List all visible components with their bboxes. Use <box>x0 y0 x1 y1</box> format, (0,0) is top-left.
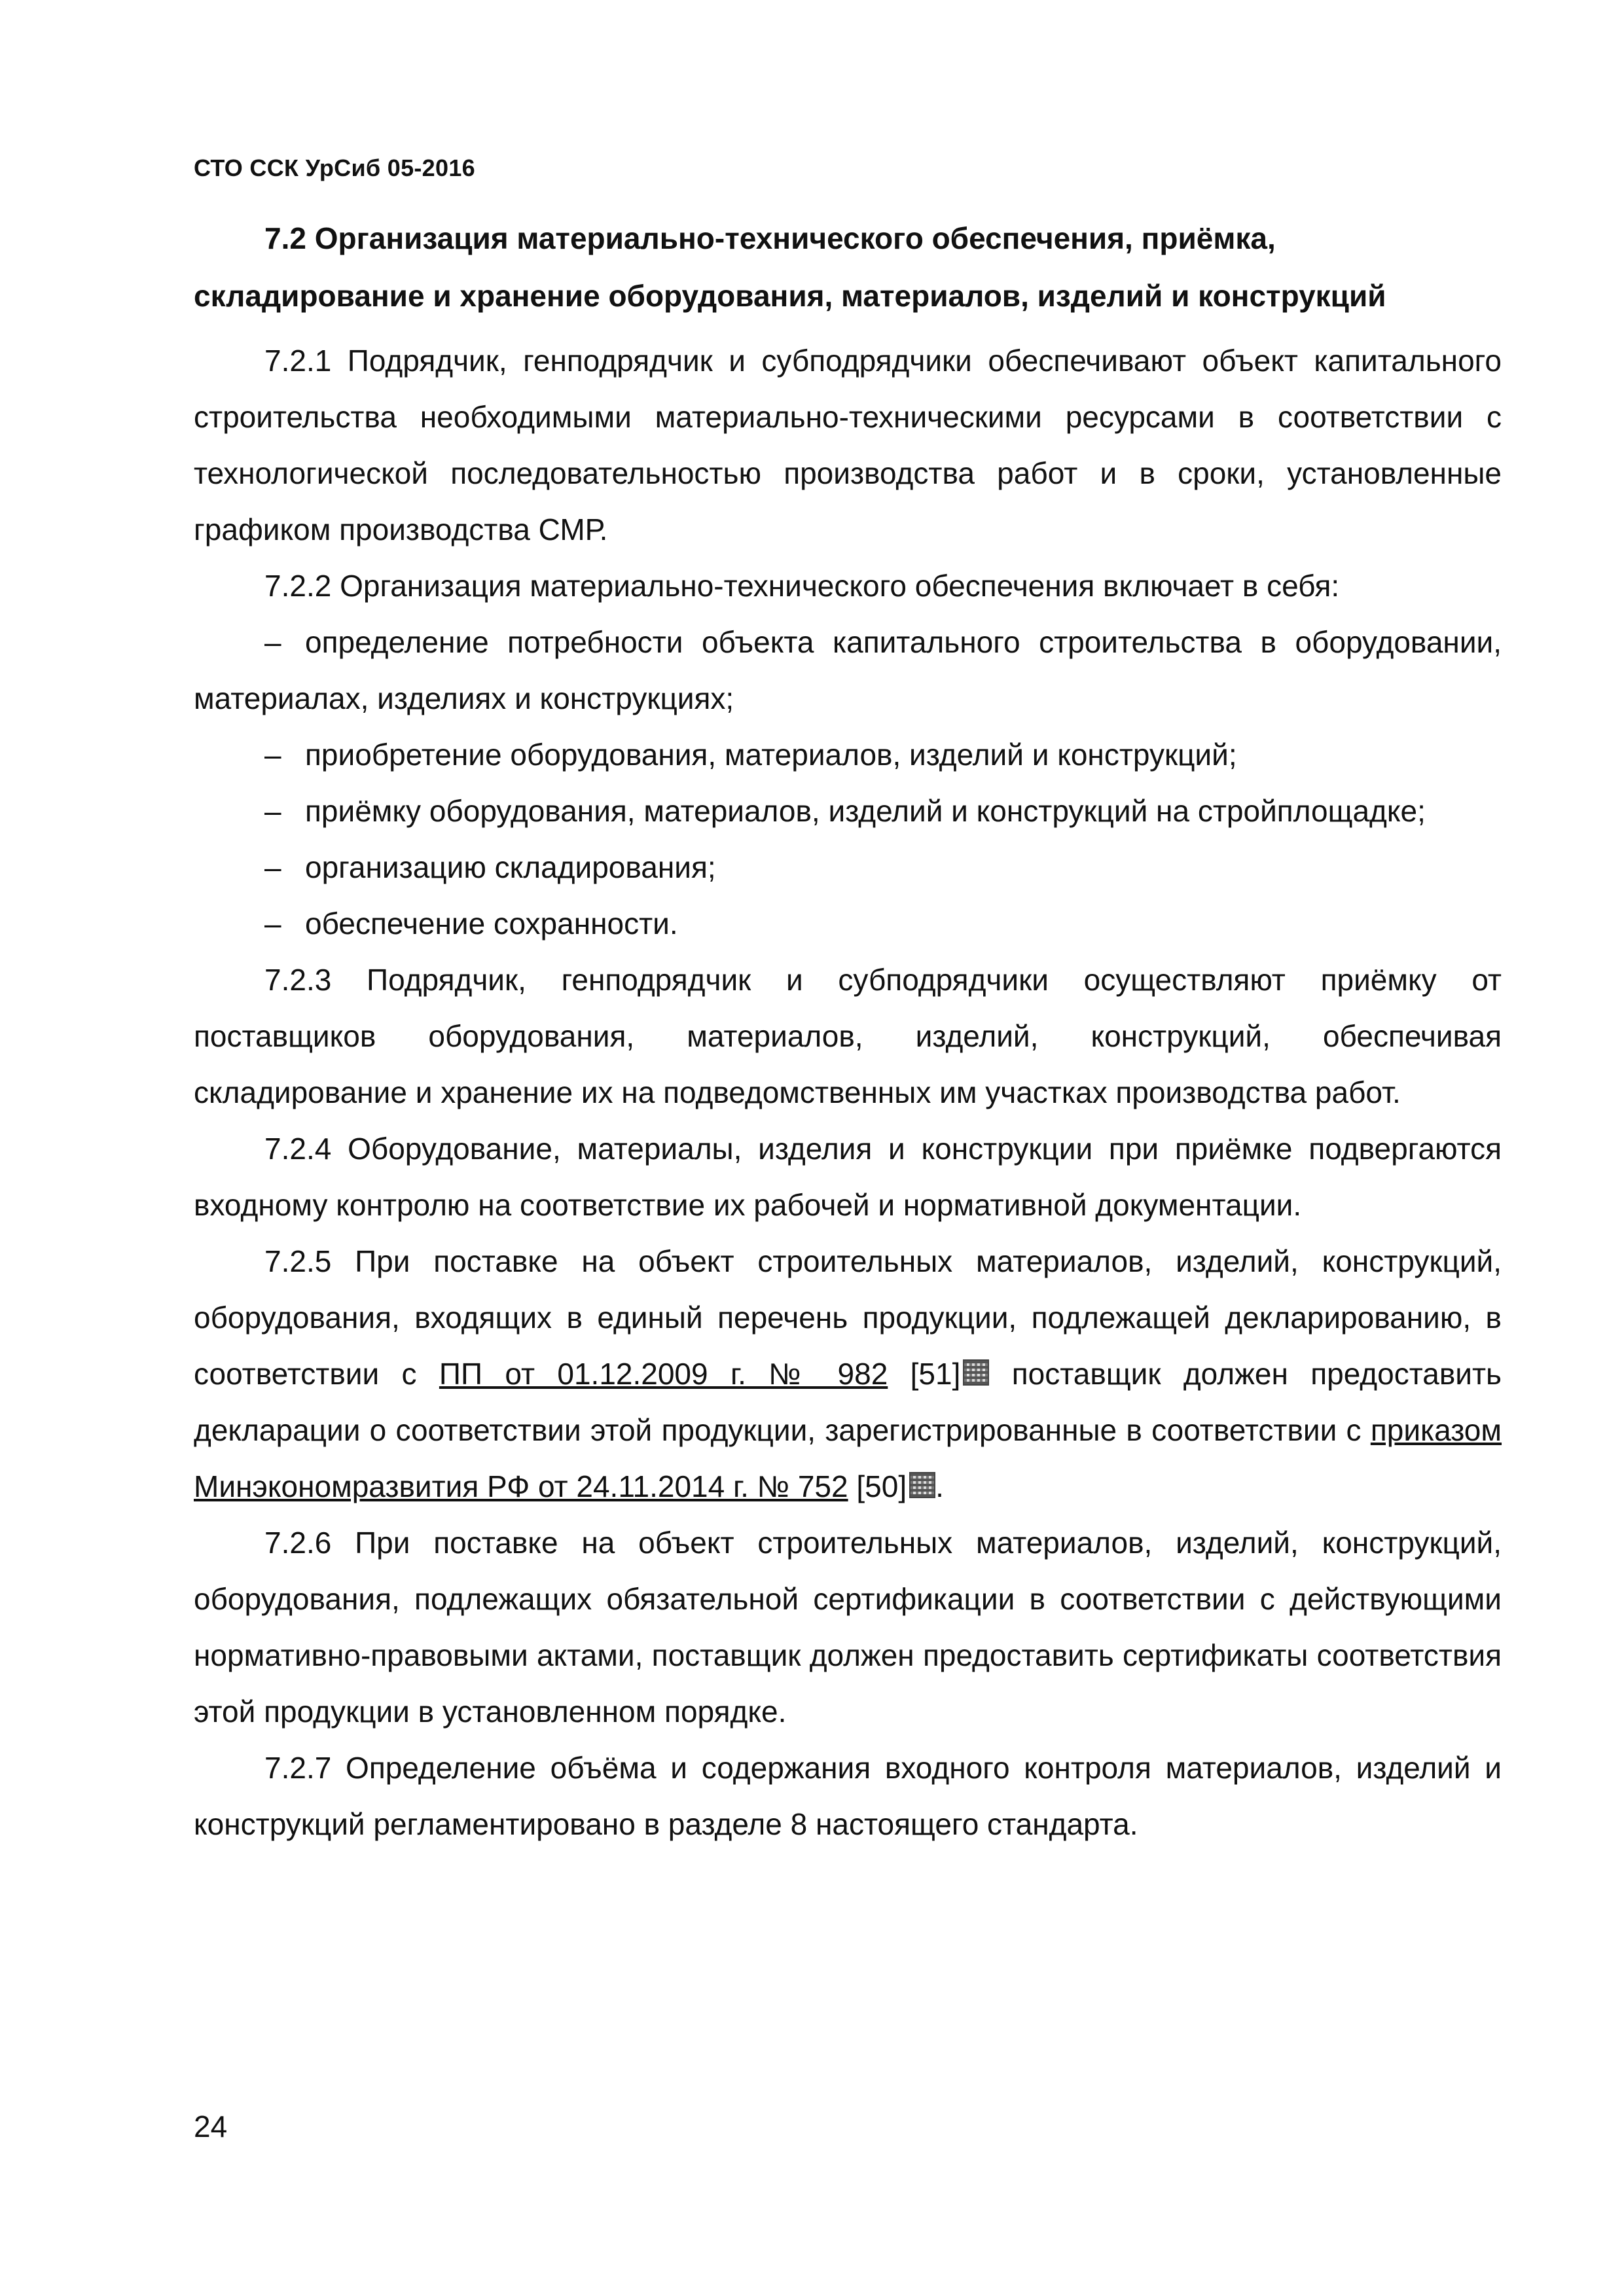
body-text <box>194 332 1502 1852</box>
paragraph-7-2-3: 7.2.3 Подрядчик, генподрядчик и субподрядчики осуществляют приёмку от поставщиков оборудования, материалов, изделий, конструкций, обеспечивая складирование и хранение их на подведомственных им участках производства работ. <box>194 963 1502 1109</box>
paragraph-7-2-4: 7.2.4 Оборудование, материалы, изделия и конструкции при приёмке подвергаются входному контролю на соответствие их рабочей и нормативной документации. <box>194 1132 1502 1222</box>
page-number: 24 <box>194 2109 228 2144</box>
paragraph-7-2-5-end: . <box>935 1469 944 1503</box>
section-heading-line1: 7.2 Организация материально-технического обеспечения, приёмка, <box>264 221 1276 255</box>
list-item <box>194 783 1502 839</box>
section-heading-line2: складирование и хранение оборудования, материалов, изделий и конструкций <box>194 279 1386 313</box>
paragraph-7-2-5-text-b: поставщик должен предоставить декларации о соответствии этой продукции, зарегистрированные в соответствии с <box>194 1357 1502 1447</box>
reference-50: [50] <box>848 1469 907 1503</box>
decree-982-link[interactable]: ПП от 01.12.2009 г. № 982 <box>439 1357 888 1391</box>
dash-bullet: – <box>264 625 281 659</box>
document-code: СТО ССК УрСиб 05-2016 <box>194 154 475 181</box>
qr-code-icon[interactable] <box>909 1472 935 1498</box>
dash-bullet: – <box>264 906 281 941</box>
paragraph-7-2-5-text-a: 7.2.5 При поставке на объект строительных материалов, изделий, конструкций, оборудования, входящих в единый перечень продукции, подлежащей декларированию, в соответствии с <box>194 1244 1502 1391</box>
list-item <box>194 726 1502 783</box>
paragraph-7-2-6: 7.2.6 При поставке на объект строительных материалов, изделий, конструкций, оборудования, подлежащих обязательной сертификации в соответствии с действующими нормативно-правовыми актами, поставщик должен предоставить сертификаты соответствия этой продукции в установленном порядке. <box>194 1526 1502 1729</box>
list-item-text: организацию складирования; <box>305 850 716 884</box>
list-item <box>194 839 1502 895</box>
paragraph-7-2-1: 7.2.1 Подрядчик, генподрядчик и субподрядчики обеспечивают объект капитального строительства необходимыми материально-техническими ресурсами в соответствии с технологической последовательностью производства работ и в сроки, установленные графиком производства СМР. <box>194 344 1502 547</box>
section-heading <box>194 209 1502 325</box>
list-item-text: приобретение оборудования, материалов, изделий и конструкций; <box>305 738 1237 772</box>
paragraph-7-2-5 <box>194 1233 1502 1515</box>
qr-code-icon[interactable] <box>963 1359 989 1386</box>
list-item <box>194 895 1502 952</box>
dash-bullet: – <box>264 794 281 828</box>
list-item-text: определение потребности объекта капитального строительства в оборудовании, материалах, изделиях и конструкциях; <box>194 625 1502 715</box>
dash-bullet: – <box>264 738 281 772</box>
paragraph-7-2-7: 7.2.7 Определение объёма и содержания входного контроля материалов, изделий и конструкций регламентировано в разделе 8 настоящего стандарта. <box>194 1751 1502 1841</box>
list-item <box>194 614 1502 726</box>
reference-51: [51] <box>888 1357 961 1391</box>
list-item-text: обеспечение сохранности. <box>305 906 678 941</box>
dash-bullet: – <box>264 850 281 884</box>
paragraph-7-2-2: 7.2.2 Организация материально-технического обеспечения включает в себя: <box>264 569 1340 603</box>
list-item-text: приёмку оборудования, материалов, изделий и конструкций на стройплощадке; <box>305 794 1426 828</box>
order-752-link[interactable]: приказом Минэкономразвития РФ от 24.11.2014 г. № 752 <box>194 1413 1502 1503</box>
